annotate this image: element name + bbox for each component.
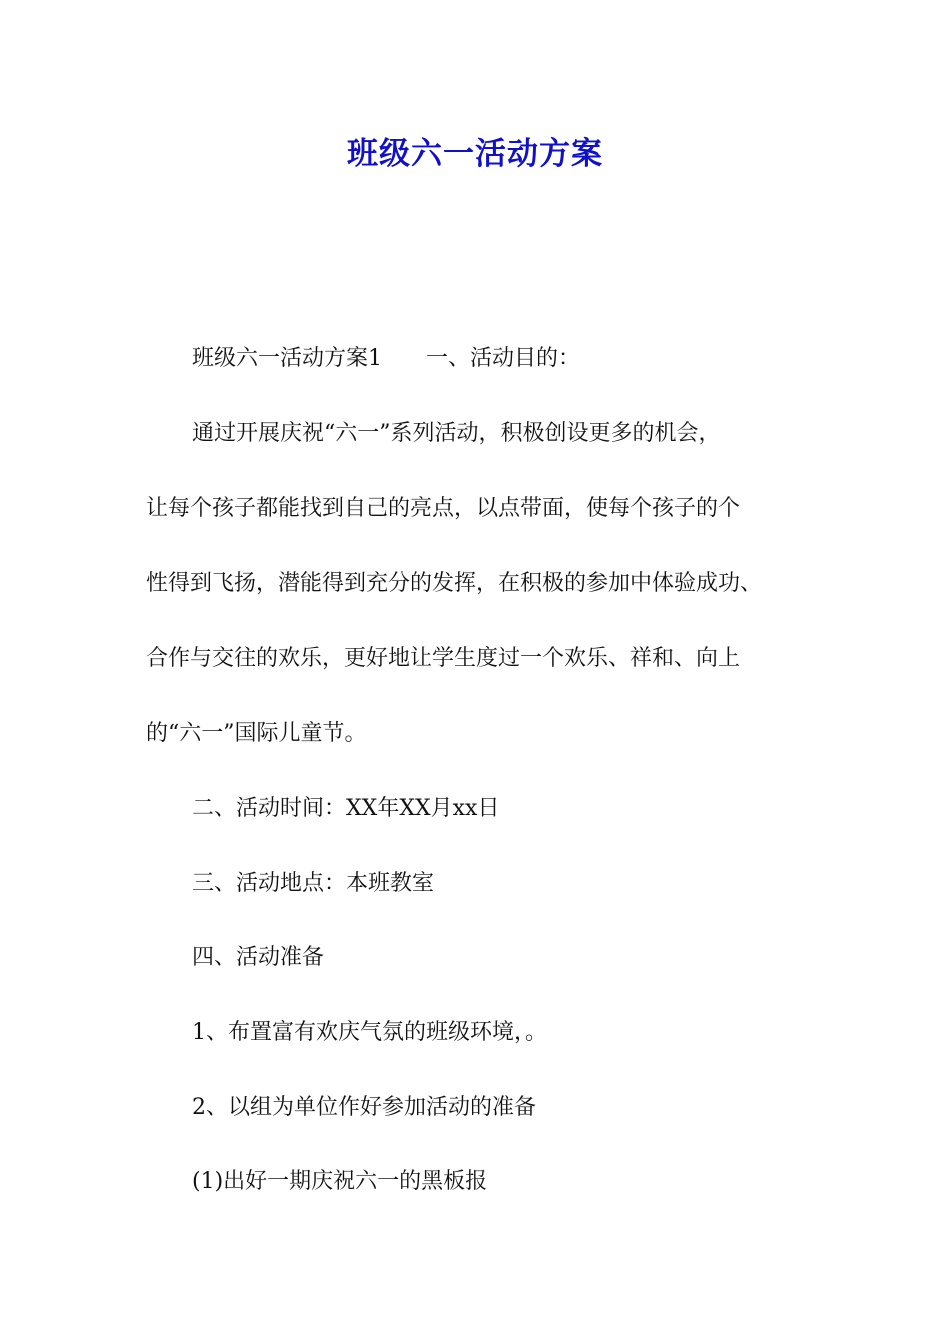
- section2-time: 二、活动时间：XX年XX月xx日: [192, 796, 500, 821]
- purpose-line-3: 性得到飞扬，潜能得到充分的发挥，在积极的参加中体验成功、: [146, 571, 763, 596]
- purpose-line-2: 让每个孩子都能找到自己的亮点，以点带面，使每个孩子的个: [146, 496, 741, 521]
- section3-location: 三、活动地点：本班教室: [192, 871, 435, 896]
- intro-line: [192, 344, 580, 374]
- prep-item-2: 2、以组为单位作好参加活动的准备: [192, 1095, 536, 1120]
- section1-heading: 一、活动目的：: [426, 346, 581, 371]
- purpose-line-1: 通过开展庆祝“六一”系列活动，积极创设更多的机会，: [192, 421, 721, 446]
- intro-heading: 班级六一活动方案1: [192, 346, 382, 371]
- purpose-line-5: 的“六一”国际儿童节。: [146, 721, 367, 746]
- purpose-line-4: 合作与交往的欢乐，更好地让学生度过一个欢乐、祥和、向上: [146, 646, 741, 671]
- section4-heading: 四、活动准备: [192, 945, 325, 970]
- prep-item-1: 1、布置富有欢庆气氛的班级环境，。: [192, 1020, 547, 1045]
- prep-item-2-sub-1: (1)出好一期庆祝六一的黑板报: [192, 1169, 488, 1194]
- document-title: 班级六一活动方案: [347, 136, 603, 172]
